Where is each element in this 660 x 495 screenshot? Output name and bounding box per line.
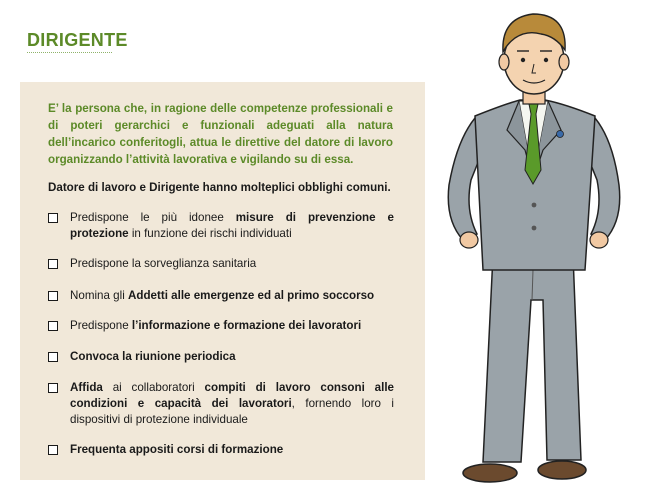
manager-illustration xyxy=(435,0,660,495)
list-item: Convoca la riunione periodica xyxy=(48,349,394,365)
checkbox-bullet-icon xyxy=(48,445,58,455)
checkbox-bullet-icon xyxy=(48,352,58,362)
title-underline xyxy=(27,52,112,54)
list-item: Affida ai collaboratori compiti di lavoro consoni alle condizioni e capacità dei lavoratori, fornendo loro i dispositivi di protezione individuale xyxy=(48,380,394,428)
checkbox-bullet-icon xyxy=(48,291,58,301)
list-item: Nomina gli Addetti alle emergenze ed al primo soccorso xyxy=(48,288,394,304)
checkbox-bullet-icon xyxy=(48,259,58,269)
definition-text: E’ la persona che, in ragione delle competenze professionali e di poteri gerarchici e funzionali adeguati alla natura dell’incarico conferitogli, attua le direttive del datore di lavoro organizzando l’attività lavorativa e vigilando su di essa. xyxy=(48,102,393,166)
checkbox-bullet-icon xyxy=(48,321,58,331)
common-obligations-text: Datore di lavoro e Dirigente hanno molteplici obblighi comuni. xyxy=(48,181,391,194)
checkbox-bullet-icon xyxy=(48,213,58,223)
list-item: Predispone le più idonee misure di prevenzione e protezione in funzione dei rischi individuati xyxy=(48,210,394,242)
list-item: Predispone l’informazione e formazione dei lavoratori xyxy=(48,318,394,334)
list-item: Predispone la sorveglianza sanitaria xyxy=(48,256,394,272)
page-title: DIRIGENTE xyxy=(27,30,128,50)
checkbox-bullet-icon xyxy=(48,383,58,393)
list-item: Frequenta appositi corsi di formazione xyxy=(48,442,394,458)
